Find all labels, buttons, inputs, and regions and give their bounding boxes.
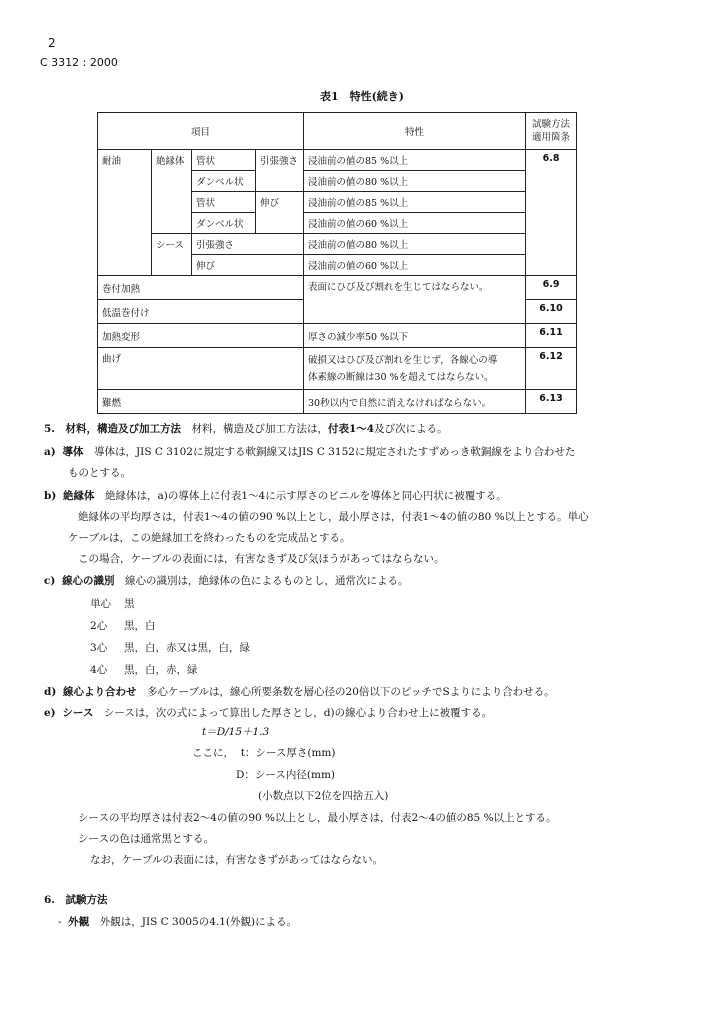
cell-hippari: 引張強さ	[256, 150, 304, 192]
properties-table	[97, 112, 577, 414]
cell-nobi: 伸び	[256, 192, 304, 234]
col-header-item: 項目	[98, 113, 304, 150]
item-b-p2: 絶縁体の平均厚さは，付表1～4の値の90 %以上とし，最小厚さは，付表1～4の値の80 %以上とする。単心	[78, 511, 589, 523]
cell-kanjo: 管状	[192, 150, 256, 171]
list-item: 単心 黒	[90, 598, 135, 610]
formula-d-def: D：シース内径(mm)	[236, 769, 335, 781]
cell-kanjo: 管状	[192, 192, 256, 213]
item-c: c) 線心の識別 線心の識別は，絶縁体の色によるものとし，通常次による。	[44, 575, 409, 587]
item-e: e) シース シースは，次の式によって算出した厚さとし，d)の線心より合わせ上に被覆する。	[44, 707, 493, 719]
cell-zetsuentai: 絶縁体	[152, 150, 192, 234]
cell-hippari: 引張強さ	[192, 234, 304, 255]
cell-prop: 浸油前の値の60 %以上	[304, 213, 526, 234]
cell-prop: 浸油前の値の85 %以上	[304, 150, 526, 171]
col-header-property: 特性	[304, 113, 526, 150]
item-b-p3: ケーブルは，この絶縁加工を終わったものを完成品とする。	[68, 532, 351, 544]
cell-prop: 破損又はひび及び割れを生じず，各線心の導 体素線の断線は30 %を超えてはならない。	[304, 348, 526, 390]
cell-prop: 30秒以内で自然に消えなければならない。	[304, 390, 526, 414]
cell-prop: 浸油前の値の80 %以上	[304, 234, 526, 255]
method-number: 6.9	[526, 276, 577, 300]
method-number: 6.11	[526, 324, 577, 348]
cell-dumbbell: ダンベル状	[192, 213, 256, 234]
col-header-method: 試験方法 適用箇条	[526, 113, 577, 150]
item-d: d) 線心より合わせ 多心ケーブルは，線心所要条数を層心径の20倍以下のピッチでSよりにより合わせる。	[44, 686, 555, 698]
table-title: 表1 特性(続き)	[319, 90, 405, 103]
list-item: 3心 黒，白，赤又は黒，白，緑	[90, 642, 250, 654]
cell-nobi: 伸び	[192, 255, 304, 276]
method-number: 6.8	[526, 150, 577, 276]
item-a-cont: ものとする。	[68, 467, 131, 479]
cell-makitsuke: 巻付加熱	[98, 276, 304, 300]
cell-prop: 浸油前の値の60 %以上	[304, 255, 526, 276]
section6-heading: 6. 試験方法	[44, 894, 108, 906]
cell-teion: 低温巻付け	[98, 300, 304, 324]
cell-taiyu: 耐油	[98, 150, 152, 276]
cell-prop: 厚さの減少率50 %以下	[304, 324, 526, 348]
cell-kanetsu: 加熱変形	[98, 324, 304, 348]
method-number: 6.13	[526, 390, 577, 414]
item-e-p3: シースの色は通常黒とする。	[78, 833, 214, 845]
item-e-p2: シースの平均厚さは付表2～4の値の90 %以上とし，最小厚さは，付表2～4の値の85 %以上とする。	[78, 812, 557, 824]
formula-rounding: (小数点以下2位を四捨五入)	[258, 790, 389, 802]
item-a: a) 導体 導体は，JIS C 3102に規定する軟銅線又はJIS C 3152に規定されたすずめっき軟銅線をより合わせた	[44, 446, 576, 458]
list-item: 2心 黒，白	[90, 620, 156, 632]
section6-item: - 外観 外観は，JIS C 3005の4.1(外観)による。	[58, 916, 298, 928]
formula-where: ここに， t：シース厚さ(mm)	[192, 747, 336, 759]
standard-number: C 3312 : 2000	[40, 56, 118, 69]
formula: t＝D/15＋1.3	[202, 726, 270, 738]
method-number: 6.10	[526, 300, 577, 324]
item-b-p4: この場合，ケーブルの表面には，有害なきず及び気ほうがあってはならない。	[78, 553, 445, 565]
cell-dumbbell: ダンベル状	[192, 171, 256, 192]
method-number: 6.12	[526, 348, 577, 390]
cell-mage: 曲げ	[98, 348, 304, 390]
item-e-p4: なお，ケーブルの表面には，有害なきずがあってはならない。	[90, 854, 383, 866]
section5-heading: 5. 材料，構造及び加工方法 材料，構造及び加工方法は，付表1～4及び次による。	[44, 423, 448, 435]
list-item: 4心 黒，白，赤，緑	[90, 664, 198, 676]
cell-nannen: 難燃	[98, 390, 304, 414]
page-number: 2	[48, 36, 56, 50]
item-b: b) 絶縁体 絶縁体は，a)の導体上に付表1～4に示す厚さのビニルを導体と同心円状に被覆する。	[44, 490, 507, 502]
cell-sheath: シース	[152, 234, 192, 276]
cell-prop: 表面にひび及び割れを生じてはならない。	[304, 276, 526, 324]
cell-prop: 浸油前の値の85 %以上	[304, 192, 526, 213]
cell-prop: 浸油前の値の80 %以上	[304, 171, 526, 192]
